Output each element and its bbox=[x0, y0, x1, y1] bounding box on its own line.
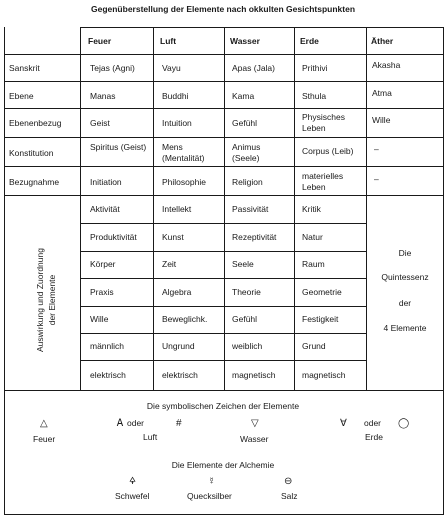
effect-cell: elektrisch bbox=[162, 370, 198, 380]
alchemy-label: Quecksilber bbox=[187, 491, 232, 501]
header-luft: Luft bbox=[160, 36, 177, 46]
effect-cell: männlich bbox=[90, 341, 125, 351]
table-cell: Tejas (Agni) bbox=[90, 63, 135, 73]
header-feuer: Feuer bbox=[88, 36, 112, 46]
table-cell: Sthula bbox=[302, 91, 327, 101]
effect-cell: Kritik bbox=[302, 204, 321, 214]
rule bbox=[80, 360, 366, 361]
table-cell: Manas bbox=[90, 91, 116, 101]
table-cell: Initiation bbox=[90, 177, 122, 187]
earth-alt-symbol-icon: ◯ bbox=[398, 418, 410, 429]
table-cell: Atma bbox=[372, 88, 392, 98]
table-cell: Religion bbox=[232, 177, 263, 187]
rule bbox=[294, 27, 295, 390]
row-label: Sanskrit bbox=[9, 63, 40, 73]
quintessenz-line: 4 Elemente bbox=[383, 323, 427, 333]
side-label bbox=[34, 248, 58, 352]
effect-cell: elektrisch bbox=[90, 370, 126, 380]
symbol-label: Feuer bbox=[33, 434, 56, 444]
rule bbox=[4, 27, 5, 514]
symbol-label: oder bbox=[127, 418, 145, 428]
sulfur-symbol-icon: 🜍 bbox=[129, 476, 137, 487]
effect-cell: Wille bbox=[90, 314, 109, 324]
rule bbox=[80, 27, 444, 28]
effect-cell: Gefühl bbox=[232, 314, 258, 324]
effect-cell: Festigkeit bbox=[302, 314, 339, 324]
earth-symbol-icon: ∀ bbox=[340, 418, 347, 429]
effect-cell: Kunst bbox=[162, 232, 184, 242]
table-cell: Corpus (Leib) bbox=[302, 146, 354, 156]
mercury-symbol-icon: ☿ bbox=[208, 476, 216, 487]
symbol-label: Wasser bbox=[240, 434, 269, 444]
rule bbox=[80, 27, 81, 390]
alchemy-label: Schwefel bbox=[115, 491, 150, 501]
quintessenz-line: Quintessenz bbox=[381, 272, 429, 282]
rule bbox=[224, 27, 225, 390]
quintessenz-line: der bbox=[398, 298, 412, 308]
effect-cell: Natur bbox=[302, 232, 323, 242]
table-cell: Kama bbox=[232, 91, 255, 101]
table-cell: Philosophie bbox=[162, 177, 206, 187]
header-aether: Äther bbox=[371, 36, 394, 46]
table-cell: Gefühl bbox=[232, 118, 258, 128]
effect-cell: Zeit bbox=[162, 259, 177, 269]
table-cell: Wille bbox=[372, 115, 391, 125]
header-erde: Erde bbox=[300, 36, 319, 46]
table-cell: Intuition bbox=[162, 118, 192, 128]
table-cell: – bbox=[374, 144, 379, 154]
table-cell: Apas (Jala) bbox=[232, 63, 275, 73]
rule bbox=[80, 223, 366, 224]
header-wasser: Wasser bbox=[230, 36, 260, 46]
symbols-title: Die symbolischen Zeichen der Elemente bbox=[146, 401, 300, 411]
symbol-label: Erde bbox=[365, 432, 383, 442]
table-cell: Prithivi bbox=[302, 63, 328, 73]
effect-cell: magnetisch bbox=[302, 370, 346, 380]
row-label: Konstitution bbox=[9, 148, 54, 158]
effect-cell: Grund bbox=[302, 341, 326, 351]
salt-symbol-icon: ⊖ bbox=[284, 476, 293, 487]
effect-cell: Geometrie bbox=[302, 287, 342, 297]
side-label-line: der Elemente bbox=[47, 274, 57, 326]
effect-cell: Seele bbox=[232, 259, 254, 269]
effect-cell: Raum bbox=[302, 259, 325, 269]
row-label: Bezugnahme bbox=[9, 177, 60, 187]
row-label: Ebene bbox=[9, 91, 34, 101]
effect-cell: Passivität bbox=[232, 204, 269, 214]
table-cell: Geist bbox=[90, 118, 110, 128]
page-title: Gegenüberstellung der Elemente nach okkulten Gesichtspunkten bbox=[90, 4, 356, 14]
effect-cell: Produktivität bbox=[90, 232, 137, 242]
rule bbox=[366, 27, 367, 390]
effect-cell: Aktivität bbox=[90, 204, 120, 214]
effect-cell: Beweglichk. bbox=[162, 314, 208, 324]
table-cell: Animus (Seele) bbox=[232, 142, 261, 163]
effect-cell: Rezeptivität bbox=[232, 232, 277, 242]
alchemy-label: Salz bbox=[281, 491, 298, 501]
symbol-label: Luft bbox=[143, 432, 158, 442]
rule bbox=[4, 514, 444, 515]
table-cell: Physisches Leben bbox=[302, 112, 345, 133]
air-alt-symbol-icon: # bbox=[176, 418, 182, 429]
table-cell: – bbox=[374, 174, 379, 184]
rule bbox=[80, 251, 366, 252]
rule bbox=[80, 278, 366, 279]
rule bbox=[80, 306, 366, 307]
effect-cell: Algebra bbox=[162, 287, 192, 297]
effect-cell: magnetisch bbox=[232, 370, 276, 380]
effect-cell: Ungrund bbox=[162, 341, 195, 351]
effect-cell: Körper bbox=[90, 259, 116, 269]
table-cell: materielles Leben bbox=[302, 171, 344, 192]
fire-symbol-icon: △ bbox=[40, 418, 48, 429]
effect-cell: Theorie bbox=[232, 287, 261, 297]
rule bbox=[443, 27, 444, 514]
symbol-label: oder bbox=[364, 418, 382, 428]
water-symbol-icon: ▽ bbox=[251, 418, 259, 429]
rule bbox=[4, 390, 444, 391]
table-cell: Spiritus (Geist) bbox=[90, 142, 147, 152]
effect-cell: Intellekt bbox=[162, 204, 192, 214]
row-label: Ebenenbezug bbox=[9, 118, 62, 128]
rule bbox=[80, 333, 366, 334]
table-cell: Vayu bbox=[162, 63, 181, 73]
rule bbox=[153, 27, 154, 390]
table-cell: Buddhi bbox=[162, 91, 189, 101]
table-cell: Mens (Mentalität) bbox=[162, 142, 205, 163]
effect-cell: Praxis bbox=[90, 287, 114, 297]
side-label-line: Auswirkung und Zuordnung bbox=[35, 248, 45, 352]
quintessenz-line: Die bbox=[398, 248, 412, 258]
effect-cell: weiblich bbox=[232, 341, 263, 351]
alchemy-title: Die Elemente der Alchemie bbox=[171, 460, 275, 470]
air-symbol-icon: Ꭺ bbox=[117, 418, 124, 429]
table-cell: Akasha bbox=[372, 60, 401, 70]
